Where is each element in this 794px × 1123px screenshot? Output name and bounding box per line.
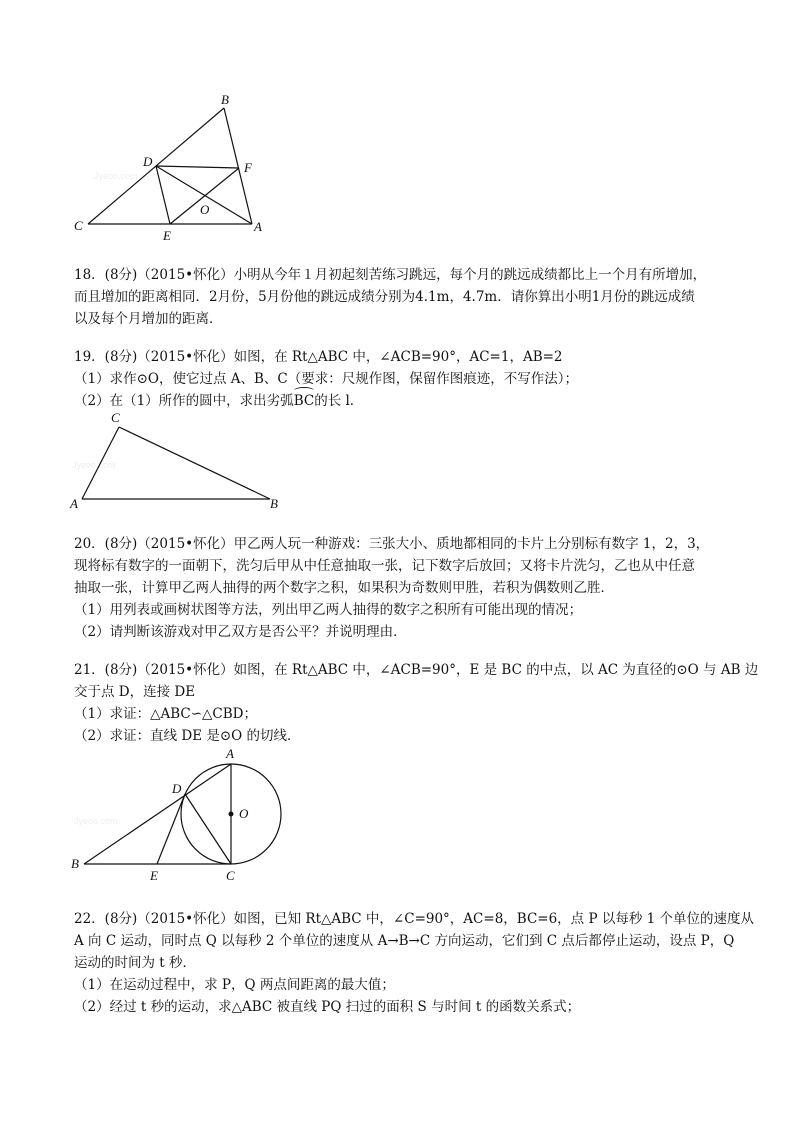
problem-20-line-2: 现将标有数字的一面朝下，洗匀后甲从中任意抽取一张，记下数字后放回；又将卡片洗匀，乙也从中任意 <box>74 558 695 574</box>
problem-20-line-4: （1）用列表或画树状图等方法，列出甲乙两人抽得的数字之积所有可能出现的情况； <box>74 602 583 618</box>
problem-20-line-1: 20．(8分)（2015•怀化）甲乙两人玩一种游戏：三张大小、质地都相同的卡片上分别标有数字 1，2，3， <box>74 536 710 552</box>
problem-21-line-1: 21．(8分)（2015•怀化）如图，在 Rt△ABC 中，∠ACB=90°，E 是 BC 的中点，以 AC 为直径的⊙O 与 AB 边 <box>74 662 759 678</box>
problem-21-line-4: （2）求证：直线 DE 是⊙O 的切线． <box>74 728 301 744</box>
point-label-e: E <box>150 868 158 883</box>
problem-22-line-1: 22．(8分)（2015•怀化）如图，已知 Rt△ABC 中，∠C=90°，AC=8，BC=6，点 P 以每秒 1 个单位的速度从 <box>74 911 755 927</box>
problem-20 <box>74 533 724 643</box>
problem-22-line-2: A 向 C 运动，同时点 Q 以每秒 2 个单位的速度从 A→B→C 方向运动，它们到 C 点后都停止运动，设点 P，Q <box>74 933 735 949</box>
point-label-b: B <box>270 496 278 511</box>
figure-2-svg <box>60 408 290 518</box>
problem-18 <box>74 264 724 330</box>
problem-22-line-5: （2）经过 t 秒的运动，求△ABC 被直线 PQ 扫过的面积 S 与时间 t 的函数关系式； <box>74 999 581 1015</box>
figure-quadrilateral-dfae <box>60 90 280 250</box>
problem-21-line-3: （1）求证：△ABC∽△CBD； <box>74 706 257 722</box>
point-label-e: E <box>163 228 171 243</box>
segment-de <box>156 166 170 224</box>
arc-bc: BC <box>294 390 315 412</box>
problem-21 <box>74 659 759 747</box>
watermark: Jyeoo.com <box>72 460 116 470</box>
point-label-a: A <box>254 219 262 234</box>
watermark: Jyeoo.com <box>94 171 138 181</box>
problem-18-line-1: 18．(8分)（2015•怀化）小明从今年１月初起刻苦练习跳远，每个月的跳远成绩都比上一个月有所增加， <box>74 267 707 283</box>
figure-circle-tangent <box>60 742 290 887</box>
point-label-c: C <box>74 218 83 233</box>
problem-20-line-3: 抽取一张，计算甲乙两人抽得的两个数字之积，如果积为奇数则甲胜，若积为偶数则乙胜． <box>74 580 614 596</box>
problem-18-line-2: 而且增加的距离相同．2月份，5月份他的跳远成绩分别为4.1m，4.7m．请你算出小明1月份的跳远成绩 <box>74 289 695 305</box>
problem-22-line-4: （1）在运动过程中，求 P，Q 两点间距离的最大值； <box>74 977 395 993</box>
problem-22 <box>74 908 755 1018</box>
point-label-d: D <box>172 781 182 796</box>
point-label-b: B <box>71 856 79 871</box>
problem-19-line-3-post: 的长 l． <box>314 393 364 409</box>
point-label-f: F <box>244 160 252 175</box>
point-label-o: O <box>239 806 249 821</box>
problem-18-line-3: 以及每个月增加的距离． <box>74 311 223 327</box>
point-label-d: D <box>143 154 153 169</box>
segment-cb <box>119 427 270 499</box>
problem-19-line-2: （1）求作⊙O，使它过点 A、B、C（要求：尺规作图，保留作图痕迹，不写作法）； <box>74 371 579 387</box>
problem-22-line-3: 运动的时间为 t 秒． <box>74 955 197 971</box>
problem-19-line-1: 19．(8分)（2015•怀化）如图，在 Rt△ABC 中，∠ACB=90°，AC=1，AB=2 <box>74 349 563 365</box>
problem-19-line-3-pre: （2）在（1）所作的圆中，求出劣弧 <box>74 393 294 409</box>
point-label-a: A <box>226 746 234 761</box>
segment-ba <box>84 764 231 864</box>
segment-dc <box>185 794 231 864</box>
point-label-o: O <box>200 202 210 217</box>
center-dot-o <box>229 812 234 817</box>
problem-19 <box>74 346 724 412</box>
segment-df <box>156 166 239 168</box>
point-label-a: A <box>70 496 78 511</box>
figure-3-svg <box>60 742 290 887</box>
figure-right-triangle-abc <box>60 408 290 518</box>
point-label-c: C <box>111 410 120 425</box>
figure-1-svg <box>60 90 280 250</box>
problem-21-line-2: 交于点 D，连接 DE <box>74 684 196 700</box>
problem-20-line-5: （2）请判断该游戏对甲乙双方是否公平？并说明理由． <box>74 624 407 640</box>
point-label-c: C <box>226 868 235 883</box>
watermark: Jyeoo.com <box>74 816 118 826</box>
point-label-b: B <box>221 92 229 107</box>
